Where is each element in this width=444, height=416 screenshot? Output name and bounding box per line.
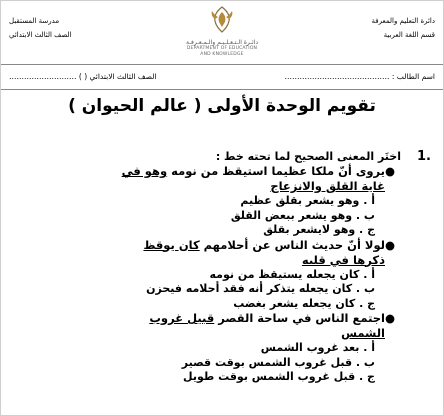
question-block (121, 149, 429, 385)
item-2-stem (121, 237, 395, 268)
logo-english-text-2: AND KNOWLEDGE (200, 51, 244, 57)
bullet-icon: ● (384, 237, 395, 252)
item-3-option-c[interactable]: ج . قبل غروب الشمس بوقت طويل (183, 370, 375, 383)
item-2-option-b[interactable]: ب . كان يجعله يتذكر أنه فقد أحلامه فيحزن (146, 282, 375, 295)
item-3-option-a[interactable]: أ . بعد غروب الشمس (260, 341, 375, 354)
item-3-stem-text: اجتمع الناس في ساحة القصر (214, 311, 385, 325)
item-2-option-c[interactable]: ج . كان يجعله يشعر بغضب (233, 296, 375, 310)
falcon-emblem-icon (209, 5, 235, 35)
student-info-line (9, 70, 435, 84)
header-divider (1, 64, 443, 65)
item-3-underlined-phrase: قبيل غروب الشمس (149, 311, 385, 340)
item-3-option-b[interactable]: ب . قبل غروب الشمس بوقت قصير (181, 355, 375, 369)
item-1-option-b[interactable]: ب . وهو يشعر ببعض القلق (230, 208, 375, 222)
item-3-stem (121, 311, 395, 341)
item-2-underlined-phrase: كان يوقظ ذكرها في قلبه (143, 237, 385, 267)
bullet-icon: ● (384, 311, 395, 325)
item-1-underlined-phrase: وهو في غاية القلق والانزعاج (121, 164, 385, 193)
question-header (121, 149, 429, 164)
student-grade-field[interactable]: الصف الثالث الابتدائي ( ) ……………………… (9, 72, 157, 81)
item-2-stem-text: لولا أنّ حديث الناس عن أحلامهم (199, 237, 385, 252)
grade-name: الصف الثالث الابتدائي (9, 31, 72, 39)
item-1-stem (121, 164, 395, 194)
item-2-option-a[interactable]: أ . كان يجعله يستيقظ من نومه (209, 267, 375, 281)
item-1-option-a[interactable]: أ . وهو يشعر بقلق عظيم (240, 194, 375, 207)
ministry-name: دائرة التعليم والمعرفة (371, 17, 435, 25)
item-1-option-c[interactable]: ج . وهو لايشعر بقلق (263, 223, 375, 236)
item-1-stem-text: يروى أنّ ملكا عظيما استيقظ من نومه (167, 164, 385, 178)
bullet-icon: ● (384, 164, 395, 178)
question-instruction: اختَر المعنى الصحيح لما تحته خط : (215, 150, 401, 163)
page-title: تقويم الوحدة الأولى ( عالم الحيوان ) (68, 96, 376, 116)
school-name: مدرسة المستقبل (9, 17, 60, 25)
student-divider (1, 89, 443, 90)
department-logo (162, 5, 282, 57)
student-name-field[interactable]: اسم الطالب : …………………………………… (284, 72, 435, 81)
logo-arabic-text: دائـرة الـتـعـلـيـم والـمـعـرفـة (186, 39, 258, 46)
department-name: قسم اللغة العربية (383, 31, 435, 39)
logo-english-text-1: DEPARTMENT OF EDUCATION (186, 46, 258, 51)
question-number: .1 (417, 149, 431, 164)
